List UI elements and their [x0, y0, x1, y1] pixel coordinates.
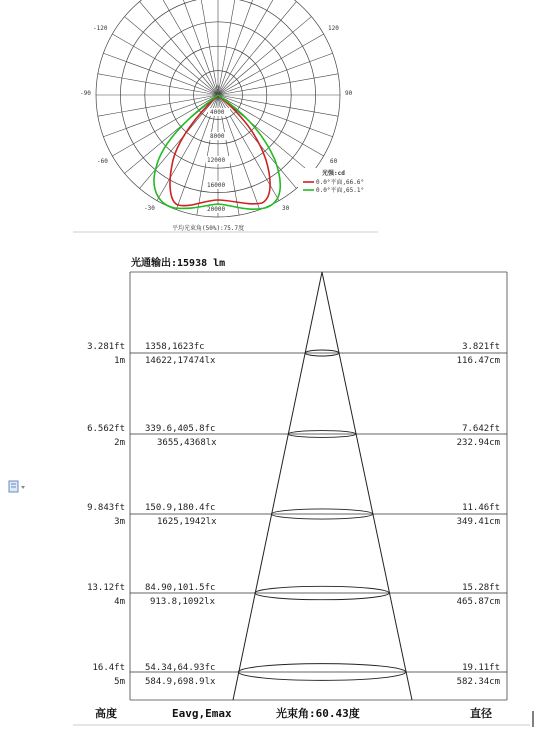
height-m: 2m — [114, 438, 125, 448]
height-m: 5m — [114, 677, 125, 687]
diameter-cm: 116.47cm — [456, 356, 500, 366]
angle-label-left-120: -120 — [93, 25, 108, 32]
illum-lx: 3655,4368lx — [157, 438, 217, 448]
illum-lx: 913.8,1092lx — [150, 597, 216, 607]
diameter-ft: 11.46ft — [462, 503, 500, 513]
angle-label-zero: 0 — [216, 85, 220, 92]
legend-label-green: 0.0°平面,65.1° — [316, 187, 365, 194]
cone-right-edge — [322, 272, 412, 700]
cone-row-1m — [87, 342, 500, 366]
height-m: 1m — [114, 356, 125, 366]
diameter-ft: 3.821ft — [462, 342, 500, 352]
height-ft: 6.562ft — [87, 424, 125, 434]
angle-label-left-30: -30 — [144, 205, 155, 212]
height-m: 3m — [114, 517, 125, 527]
height-ft: 9.843ft — [87, 503, 125, 513]
angle-label-right-90: 90 — [345, 90, 353, 97]
cone-diagram — [73, 256, 533, 727]
height-ft: 13.12ft — [87, 583, 125, 593]
height-m: 4m — [114, 597, 125, 607]
footer-height-header: 高度 — [95, 707, 117, 720]
angle-label-right-120: 120 — [328, 25, 339, 32]
illum-lx: 14622,17474lx — [145, 356, 216, 366]
cone-left-edge — [233, 272, 322, 700]
angle-label-right-60: 60 — [330, 158, 338, 165]
legend-title: 光强:cd — [322, 170, 345, 177]
height-ft: 3.281ft — [87, 342, 125, 352]
diameter-cm: 582.34cm — [456, 677, 500, 687]
polar-caption: 平均光束角(50%):75.7度 — [172, 225, 245, 232]
footer-diameter-header: 直径 — [470, 707, 492, 720]
height-ft: 16.4ft — [92, 663, 125, 673]
diameter-ft: 19.11ft — [462, 663, 500, 673]
ring-label: 20000 — [207, 206, 226, 213]
polar-legend — [298, 168, 378, 196]
polar-chart — [73, 0, 378, 232]
polar-spoke — [157, 0, 218, 95]
ring-label: 4000 — [210, 109, 225, 116]
ring-label: 8000 — [210, 133, 225, 140]
polar-spoke — [176, 0, 218, 95]
footer-illum-header: Eavg,Emax — [172, 707, 232, 720]
illum-lx: 1625,1942lx — [157, 517, 217, 527]
legend-label-red: 0.0°平面,66.6° — [316, 179, 365, 186]
illum-fc: 339.6,405.8fc — [145, 424, 216, 434]
diameter-cm: 465.87cm — [456, 597, 500, 607]
angle-label-right-30: 30 — [282, 205, 290, 212]
footer-beam-angle: 光束角:60.43度 — [276, 707, 360, 720]
polar-spoke — [218, 0, 279, 95]
cone-levels — [130, 350, 507, 680]
cone-row-3m — [87, 503, 500, 527]
illum-fc: 54.34,64.93fc — [145, 663, 216, 673]
illum-lx: 584.9,698.9lx — [145, 677, 216, 687]
paste-options-icon[interactable] — [8, 480, 28, 494]
diameter-cm: 349.41cm — [456, 517, 500, 527]
angle-label-left-90: -90 — [80, 90, 91, 97]
cone-row-5m — [92, 663, 500, 687]
ring-label: 16000 — [207, 182, 226, 189]
diameter-ft: 15.28ft — [462, 583, 500, 593]
diameter-ft: 7.642ft — [462, 424, 500, 434]
illum-fc: 150.9,180.4fc — [145, 503, 216, 513]
cone-rows — [87, 342, 500, 687]
ring-label: 12000 — [207, 157, 226, 164]
polar-spoke — [218, 0, 260, 95]
diameter-cm: 232.94cm — [456, 438, 500, 448]
angle-label-left-60: -60 — [97, 158, 108, 165]
illum-fc: 84.90,101.5fc — [145, 583, 216, 593]
illum-fc: 1358,1623fc — [145, 342, 205, 352]
cone-title: 光通输出:15938 lm — [131, 258, 226, 269]
